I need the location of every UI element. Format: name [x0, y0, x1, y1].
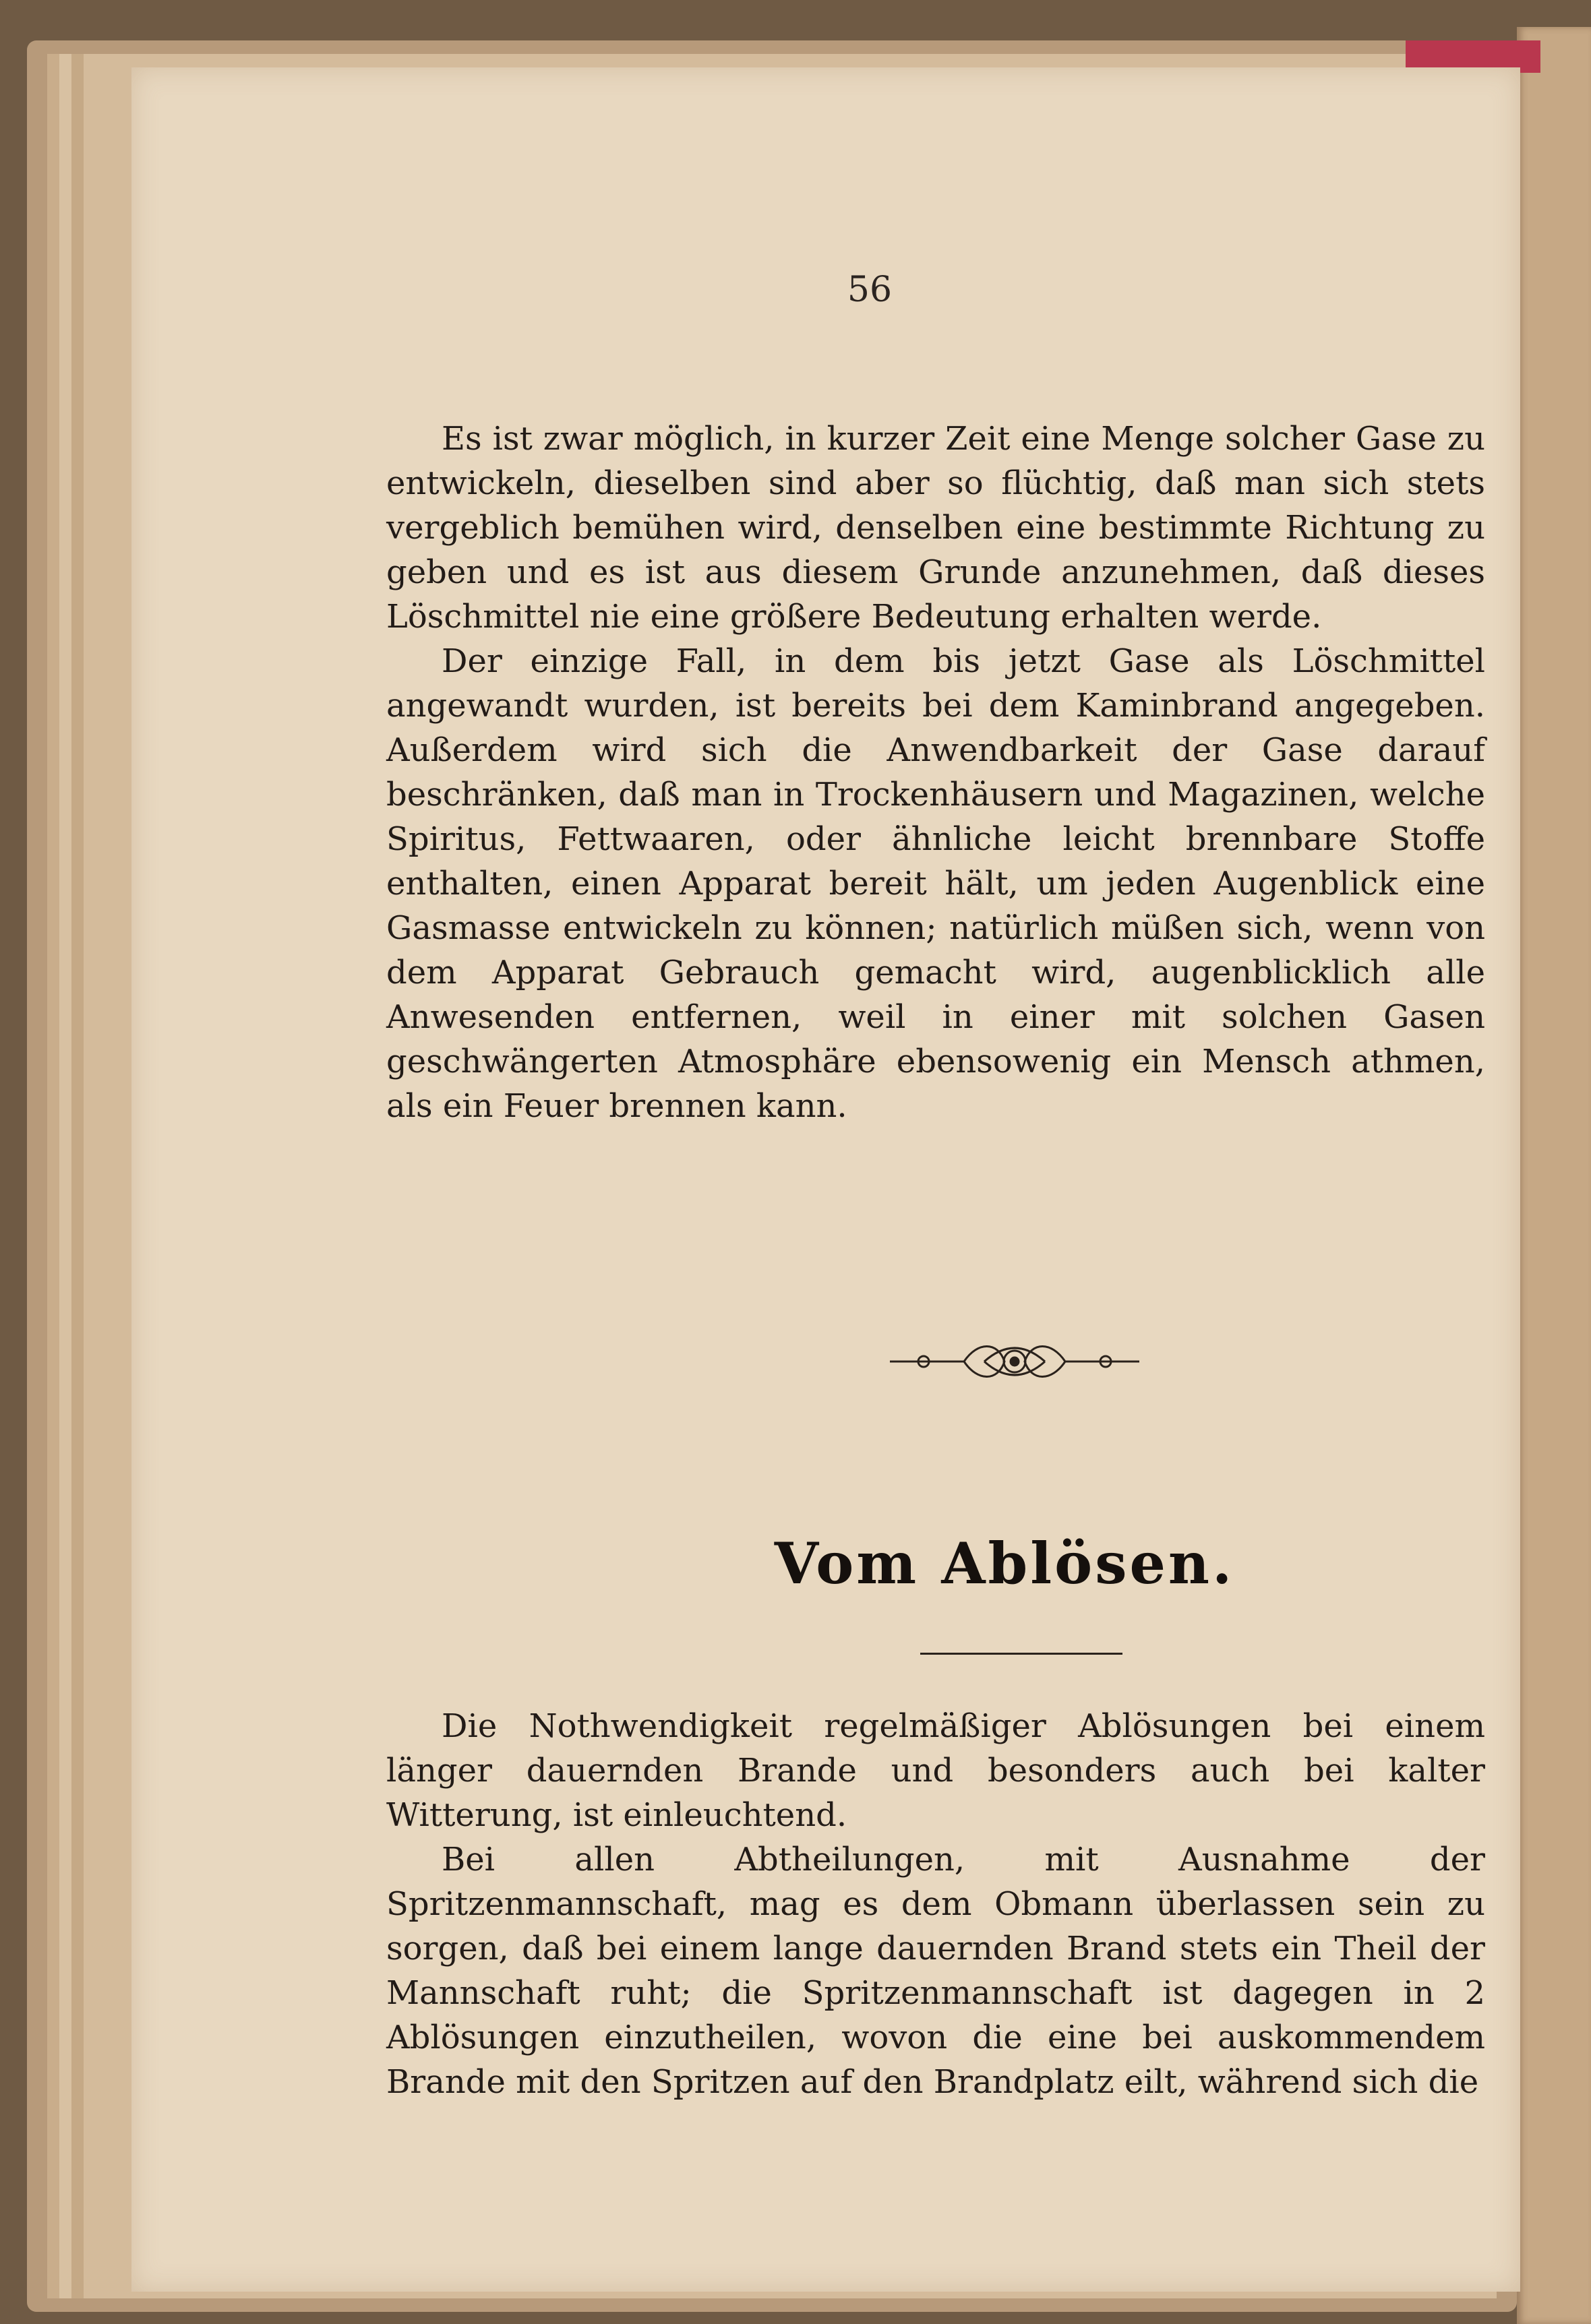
text-block-top	[386, 417, 1485, 1128]
heading-rule	[920, 1653, 1122, 1655]
paragraph: Die Nothwendigkeit regelmäßiger Ablösungen bei einem länger dauernden Brande und besonders auch bei kalter Witterung, ist einleuchtend.	[386, 1707, 1485, 1834]
right-page-edge	[1517, 27, 1591, 2324]
paragraph: Es ist zwar möglich, in kurzer Zeit eine Menge solcher Gase zu entwickeln, dieselben sind aber so flüchtig, daß man sich stets vergeblich bemühen wird, denselben eine bestimmte Richtung zu geben und es ist aus diesem Grunde anzunehmen, daß dieses Löschmittel nie eine größere Bedeutung erhalten werde.	[386, 420, 1485, 636]
page-number: 56	[847, 270, 893, 310]
section-heading: Vom Ablösen.	[774, 1530, 1235, 1597]
paragraph: Der einzige Fall, in dem bis jetzt Gase als Löschmittel angewandt wurden, ist bereits bei dem Kaminbrand angegeben. Außerdem wird sich die Anwendbarkeit der Gase darauf beschränken, daß man in Trockenhäusern und Magazinen, welche Spiritus, Fettwaaren, oder ähnliche leicht brennbare Stoffe enthalten, einen Apparat bereit hält, um jeden Augenblick eine Gasmasse entwickeln zu können; natürlich müßen sich, wenn von dem Apparat Gebrauch gemacht wird, augenblicklich alle Anwesenden entfernen, weil in einer mit solchen Gasen geschwängerten Atmosphäre ebensowenig ein Mensch athmen, als ein Feuer brennen kann.	[386, 642, 1485, 1125]
ornament-divider	[883, 1335, 1146, 1388]
paragraph: Bei allen Abtheilungen, mit Ausnahme der Spritzenmannschaft, mag es dem Obmann überlassen sein zu sorgen, daß bei einem lange dauernden Brand stets ein Theil der Mannschaft ruht; die Spritzenmannschaft ist dagegen in 2 Ablösungen einzutheilen, wovon die eine bei auskommendem Brande mit den Spritzen auf den Brandplatz eilt, während sich die	[386, 1841, 1485, 2101]
book-page	[131, 67, 1520, 2292]
text-block-bottom	[386, 1704, 1485, 2104]
